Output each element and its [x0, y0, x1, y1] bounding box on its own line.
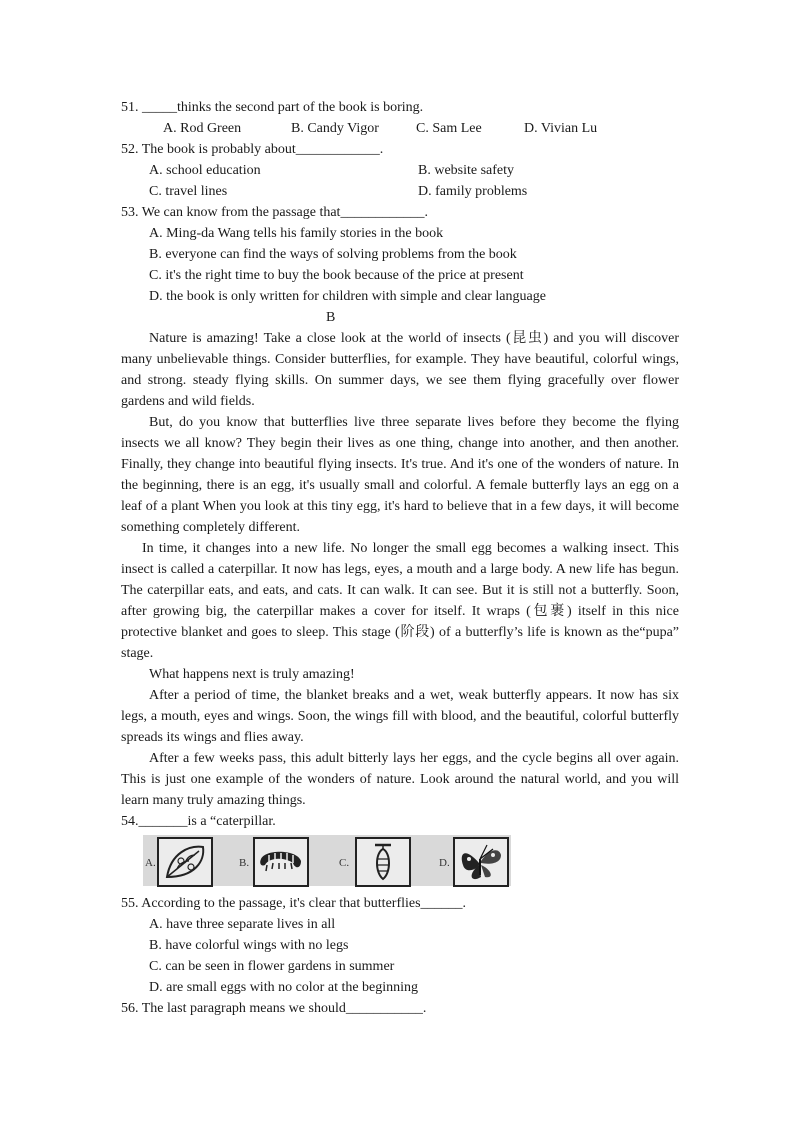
- passage-line: protective blanket and goes to sleep. This stage (阶段) of a butterfly’s life is known as the“pupa”: [121, 625, 679, 640]
- butterfly-icon: [453, 837, 509, 887]
- q53-option-c: C. it's the right time to buy the book because of the price at present: [149, 268, 524, 283]
- q52-stem: 52. The book is probably about____________.: [121, 142, 384, 157]
- passage-line: gardens and wild fields.: [121, 394, 255, 409]
- passage-line: learn many truly amazing things.: [121, 793, 306, 808]
- q52-option-a: A. school education: [149, 163, 261, 178]
- passage-line: leaf of a plant When you look at this tiny egg, it's hard to believe that in a few days, it will become: [121, 499, 679, 514]
- q53-option-b: B. everyone can find the ways of solving problems from the book: [149, 247, 517, 262]
- q56-stem: 56. The last paragraph means we should___________.: [121, 1001, 427, 1016]
- passage-line: after growing big, the caterpillar makes a cover for itself. It wraps (包裹) itself in this nice: [121, 604, 679, 619]
- q51-option-a: A. Rod Green: [163, 121, 242, 136]
- passage-paragraph-5: [121, 687, 679, 750]
- q51-option-d: D. Vivian Lu: [524, 121, 598, 136]
- passage-paragraph-1: [121, 330, 679, 414]
- q55-option-c: C. can be seen in flower gardens in summer: [149, 959, 395, 974]
- section-label: B: [326, 310, 336, 325]
- passage-line: This is just one example of the wonders of nature. Look around the natural world, and you will: [121, 772, 679, 787]
- passage-paragraph-4: What happens next is truly amazing!: [149, 667, 355, 682]
- passage-line: stage.: [121, 646, 154, 661]
- q54-stem: 54._______is a “caterpillar.: [121, 814, 276, 829]
- q54-label-a: A.: [145, 857, 156, 869]
- passage-line: many unbelievable things. Consider butterflies, for example. They have beautiful, colorful wings,: [121, 352, 679, 367]
- q52-option-b: B. website safety: [418, 163, 515, 178]
- passage-line: insect is called a caterpillar. It now has legs, eyes, a mouth and a large body. A new life has begun.: [121, 562, 679, 577]
- q54-label-b: B.: [239, 857, 250, 869]
- q51-option-c: C. Sam Lee: [416, 121, 482, 136]
- passage-line: something completely different.: [121, 520, 300, 535]
- passage-line: Nature is amazing! Take a close look at the world of insects (昆虫) and you will discover: [149, 331, 679, 346]
- caterpillar-icon: [253, 837, 309, 887]
- passage-line: and strong. steady flying skills. On summer days, we see them flying gracefully over flower: [121, 373, 679, 388]
- q54-label-d: D.: [439, 857, 450, 869]
- q53-option-d: D. the book is only written for children with simple and clear language: [149, 289, 546, 304]
- q55-option-d: D. are small eggs with no color at the beginning: [149, 980, 419, 995]
- q52-option-c: C. travel lines: [149, 184, 228, 199]
- q55-option-b: B. have colorful wings with no legs: [149, 938, 349, 953]
- passage-line: insects we all know? They begin their lives as one thing, change into another, and then another.: [121, 436, 679, 451]
- passage-line: After a few weeks pass, this adult bitterly lays her eggs, and the cycle begins all over again.: [149, 751, 679, 766]
- leaf-icon: [157, 837, 213, 887]
- pupa-icon: [355, 837, 411, 887]
- passage-line: In time, it changes into a new life. No longer the small egg becomes a walking insect. This: [142, 541, 679, 556]
- q53-stem: 53. We can know from the passage that____________.: [121, 205, 428, 220]
- q52-option-d: D. family problems: [418, 184, 528, 199]
- passage-paragraph-6: [121, 750, 679, 813]
- passage-line: the beginning, there is an egg, it's usually small and colorful. A female butterfly lays an egg on a: [121, 478, 679, 493]
- passage-line: legs, a mouth, eyes and wings. Soon, the wings fill with blood, and the beautiful, colorful butterfly: [121, 709, 679, 724]
- q54-label-c: C.: [339, 857, 350, 869]
- q53-option-a: A. Ming-da Wang tells his family stories in the book: [149, 226, 444, 241]
- q54-picture-options: [143, 835, 511, 886]
- passage-line: After a period of time, the blanket breaks and a wet, weak butterfly appears. It now has six: [149, 688, 679, 703]
- q51-option-b: B. Candy Vigor: [291, 121, 379, 136]
- passage-line: The caterpillar eats, and eats, and cats. It can walk. It can see. But it is still not a butterfly. Soon,: [121, 583, 679, 598]
- passage-line: spreads its wings and flies away.: [121, 730, 304, 745]
- passage-line: Finally, they change into beautiful flying insects. It's true. And it's one of the wonders of nature. In: [121, 457, 679, 472]
- passage-paragraph-3: [121, 540, 679, 666]
- q55-option-a: A. have three separate lives in all: [149, 917, 336, 932]
- passage-paragraph-2: [121, 414, 679, 540]
- q51-stem: 51. _____thinks the second part of the book is boring.: [121, 100, 424, 115]
- passage-line: But, do you know that butterflies live three separate lives before they become the flying: [149, 415, 679, 430]
- q55-stem: 55. According to the passage, it's clear that butterflies______.: [121, 896, 467, 911]
